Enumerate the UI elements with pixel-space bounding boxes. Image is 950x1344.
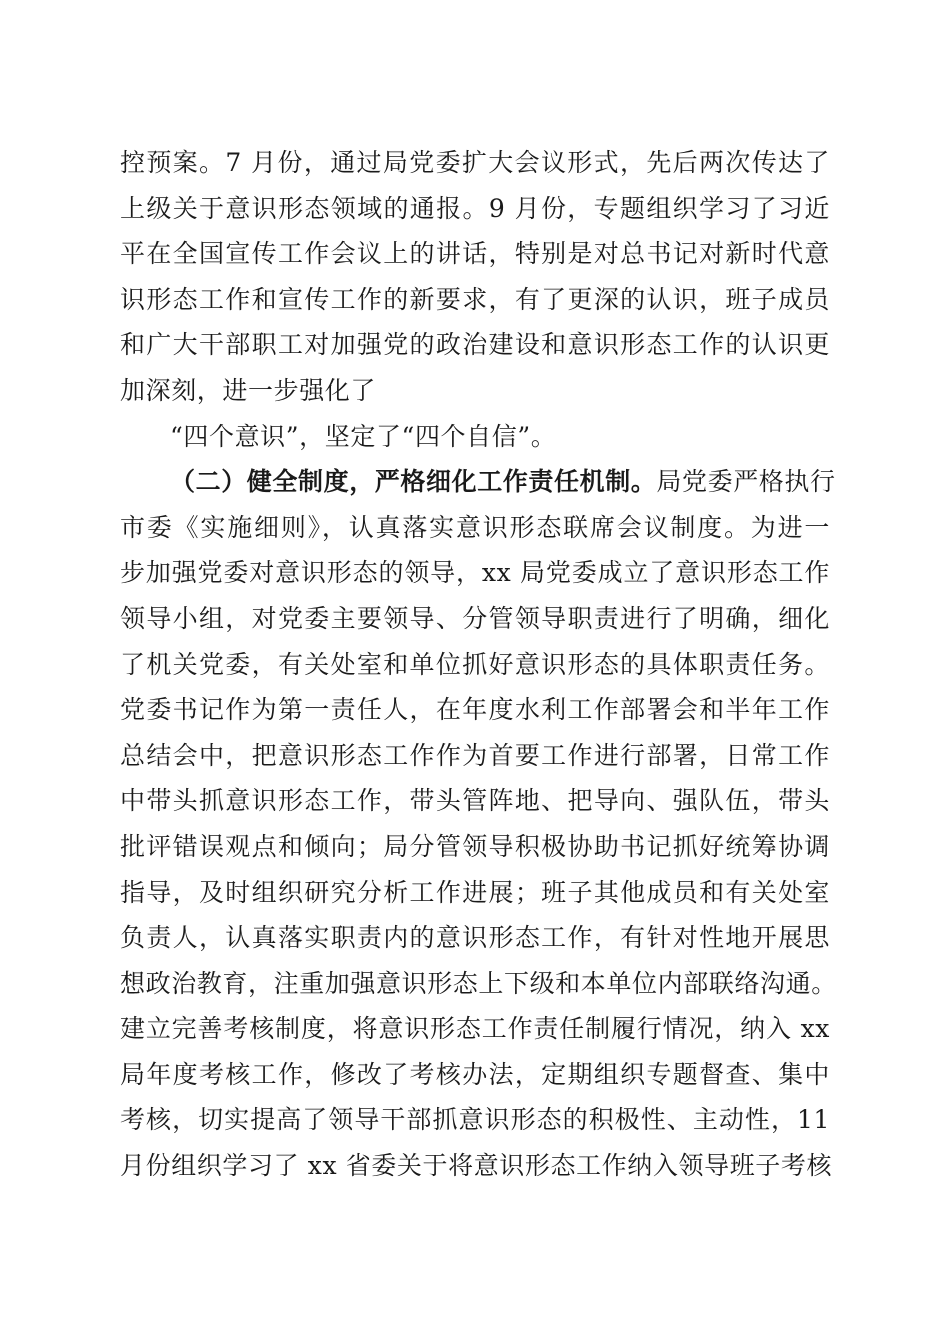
text-line: 考核，切实提高了领导干部抓意识形态的积极性、主动性，11 <box>120 1105 830 1135</box>
text-segment: 局党委严格执行 <box>656 467 836 497</box>
text-line: 指导，及时组织研究分析工作进展；班子其他成员和有关处室 <box>120 877 830 907</box>
text-line: 了机关党委，有关处室和单位抓好意识形态的具体职责任务。 <box>120 649 830 679</box>
text-line: 市委《实施细则》，认真落实意识形态联席会议制度。为进一 <box>120 512 830 542</box>
text-line: 领导小组，对党委主要领导、分管领导职责进行了明确，细化 <box>120 603 830 633</box>
section-heading-line <box>120 459 836 505</box>
text-line: 中带头抓意识形态工作，带头管阵地、把导向、强队伍，带头 <box>120 786 830 816</box>
text-line: 加深刻，进一步强化了 <box>120 375 377 405</box>
text-line: 总结会中，把意识形态工作作为首要工作进行部署，日常工作 <box>120 740 830 770</box>
section-heading: （二）健全制度，严格细化工作责任机制。 <box>170 467 657 497</box>
text-line: 批评错误观点和倾向；局分管领导积极协助书记抓好统筹协调 <box>120 831 830 861</box>
text-line: 局年度考核工作，修改了考核办法，定期组织专题督查、集中 <box>120 1059 830 1089</box>
text-line: 识形态工作和宣传工作的新要求，有了更深的认识，班子成员 <box>120 284 830 314</box>
text-line: 想政治教育，注重加强意识形态上下级和本单位内部联络沟通。 <box>120 968 837 998</box>
text-line: 月份组织学习了 xx 省委关于将意识形态工作纳入领导班子考核 <box>120 1151 833 1181</box>
text-line: 和广大干部职工对加强党的政治建设和意识形态工作的认识更 <box>120 330 830 360</box>
body-text <box>120 140 837 1189</box>
text-line: 平在全国宣传工作会议上的讲话，特别是对总书记对新时代意 <box>120 239 830 269</box>
text-line: “四个意识”，坚定了“四个自信”。 <box>170 421 557 451</box>
text-line: 党委书记作为第一责任人，在年度水利工作部署会和半年工作 <box>120 695 830 725</box>
text-line: 建立完善考核制度，将意识形态工作责任制履行情况，纳入 xx <box>120 1014 830 1044</box>
text-line: 负责人，认真落实职责内的意识形态工作，有针对性地开展思 <box>120 923 830 953</box>
text-line: 上级关于意识形态领域的通报。9 月份，专题组织学习了习近 <box>120 193 830 223</box>
text-line: 控预案。7 月份，通过局党委扩大会议形式，先后两次传达了 <box>120 148 830 177</box>
text-line: 步加强党委对意识形态的领导，xx 局党委成立了意识形态工作 <box>120 558 830 588</box>
